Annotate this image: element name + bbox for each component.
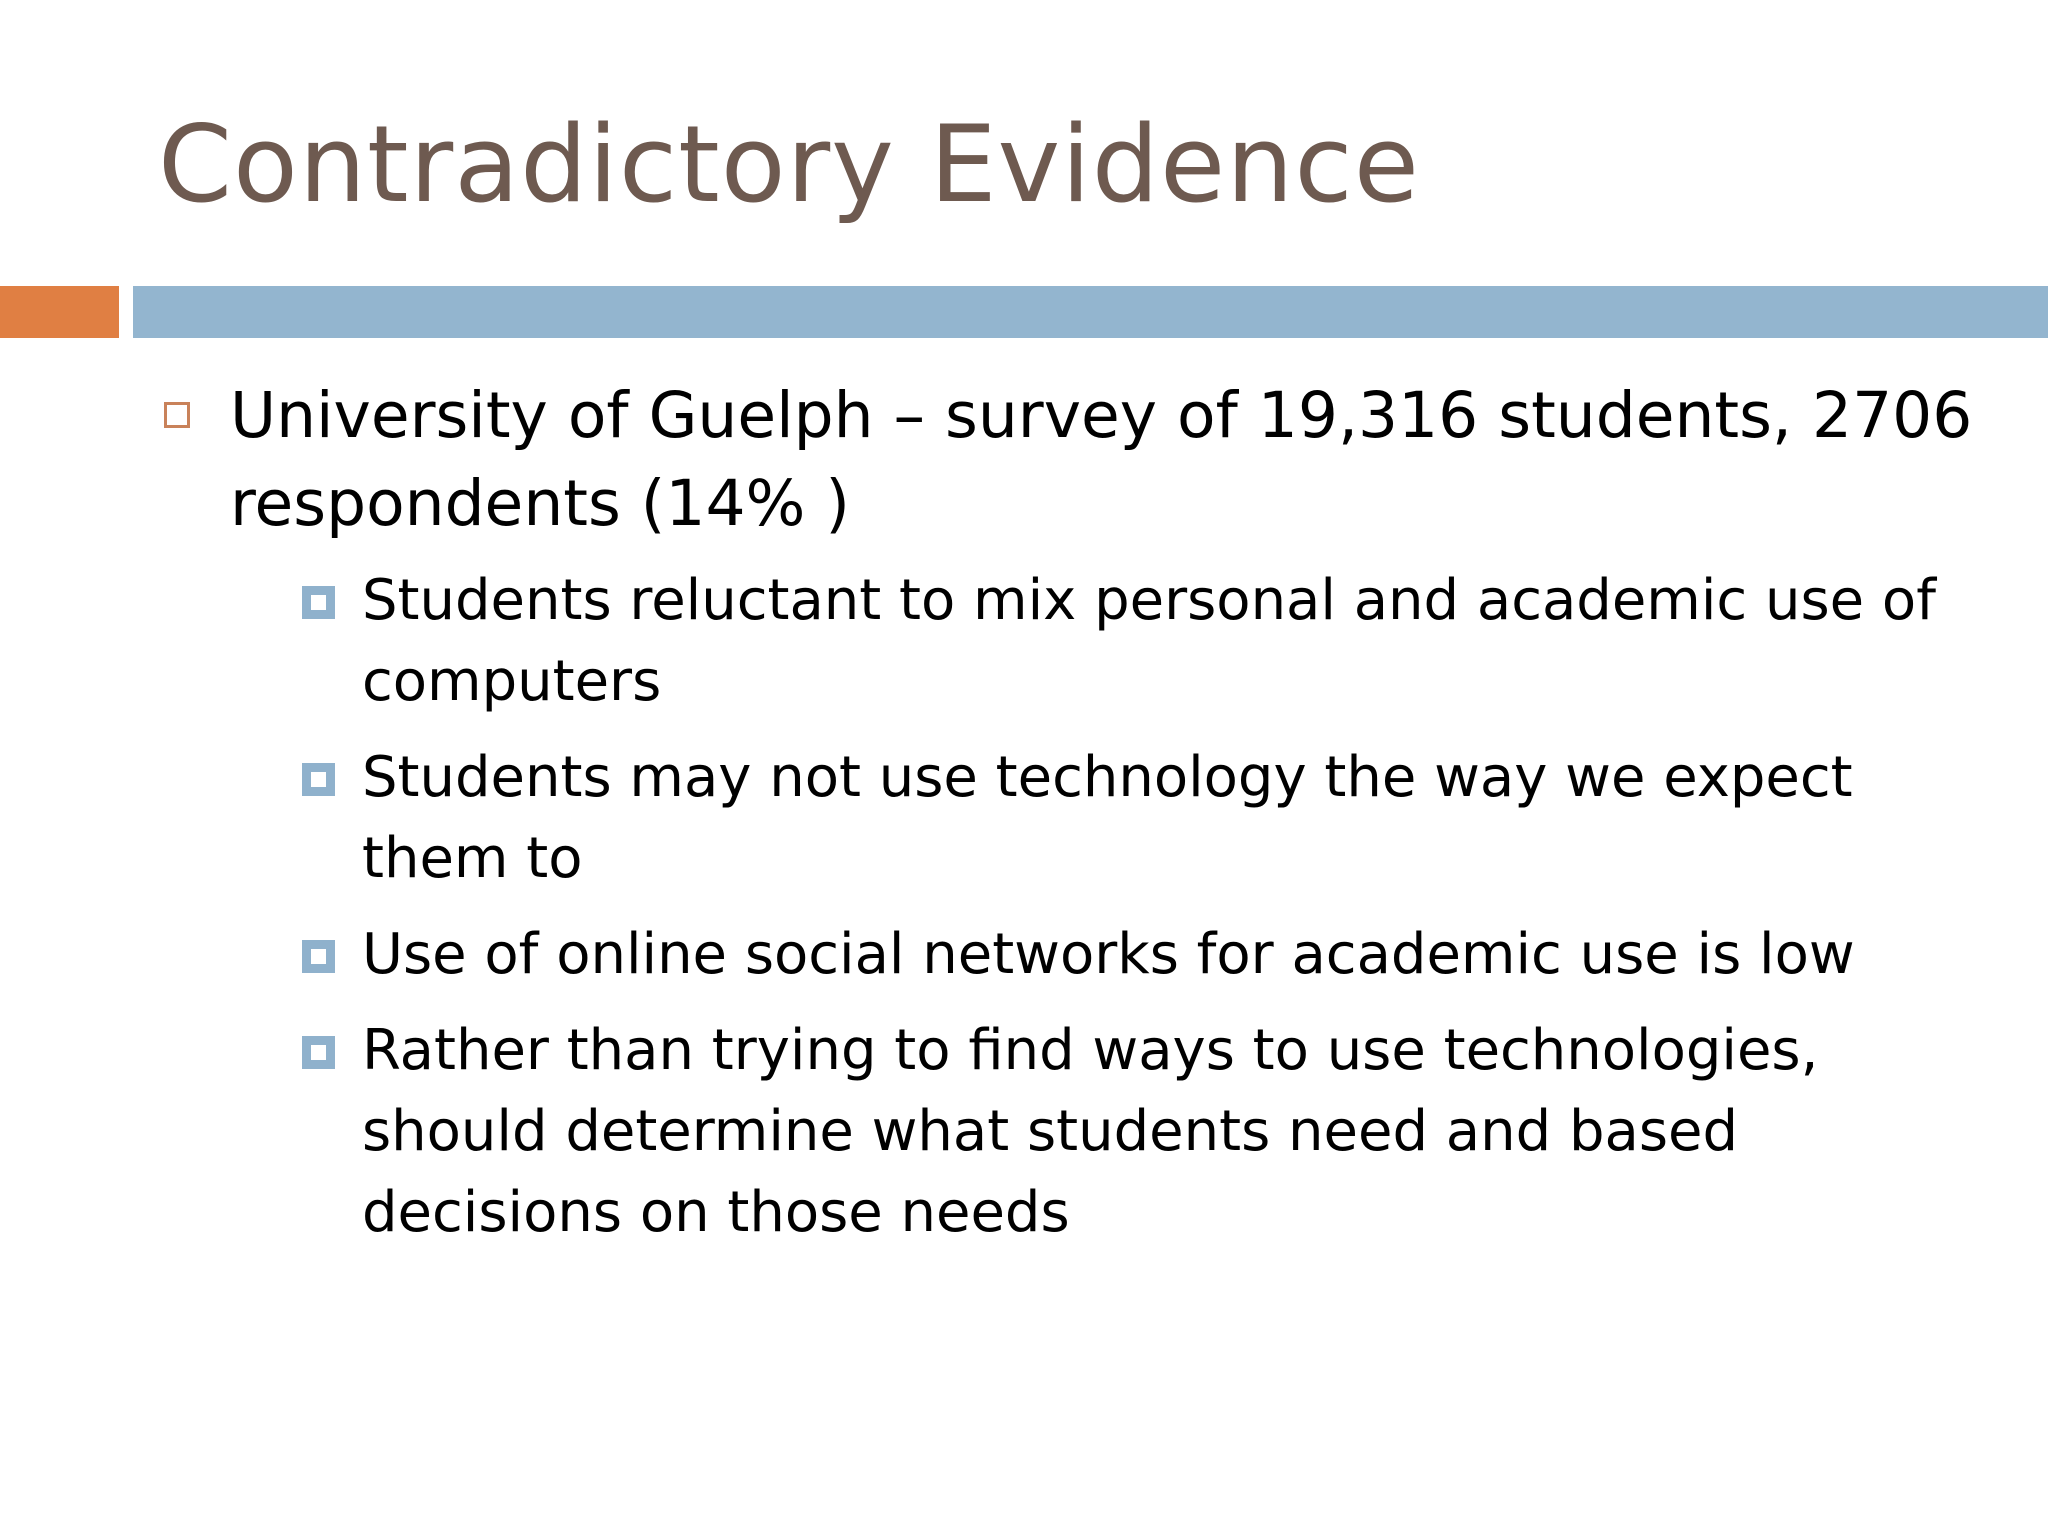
square-bullet-icon xyxy=(302,586,335,619)
accent-bar-orange xyxy=(0,286,119,338)
square-bullet-icon xyxy=(302,940,335,973)
slide-title: Contradictory Evidence xyxy=(158,103,1420,226)
accent-bar-blue xyxy=(133,286,2048,338)
sub-bullet-item xyxy=(302,560,1998,722)
sub-bullet-text: Use of online social networks for academic use is low xyxy=(362,922,1855,987)
square-bullet-icon xyxy=(302,1036,335,1069)
sub-bullet-item xyxy=(302,914,1998,995)
sub-bullet-item xyxy=(302,737,1998,899)
square-bullet-icon xyxy=(302,763,335,796)
sub-bullet-text: Students reluctant to mix personal and academic use of computers xyxy=(362,568,1936,714)
sub-bullet-list xyxy=(158,560,1998,1253)
sub-bullet-text: Students may not use technology the way we expect them to xyxy=(362,745,1853,891)
square-outline-bullet-icon xyxy=(164,402,190,428)
sub-bullet-text: Rather than trying to find ways to use technologies, should determine what students need and based decisions on those needs xyxy=(362,1018,1819,1245)
bullet-item xyxy=(158,372,1998,548)
sub-bullet-item xyxy=(302,1010,1998,1253)
slide-body xyxy=(158,372,1998,1268)
bullet-text: University of Guelph – survey of 19,316 students, 2706 respondents (14% ) xyxy=(230,379,1973,540)
